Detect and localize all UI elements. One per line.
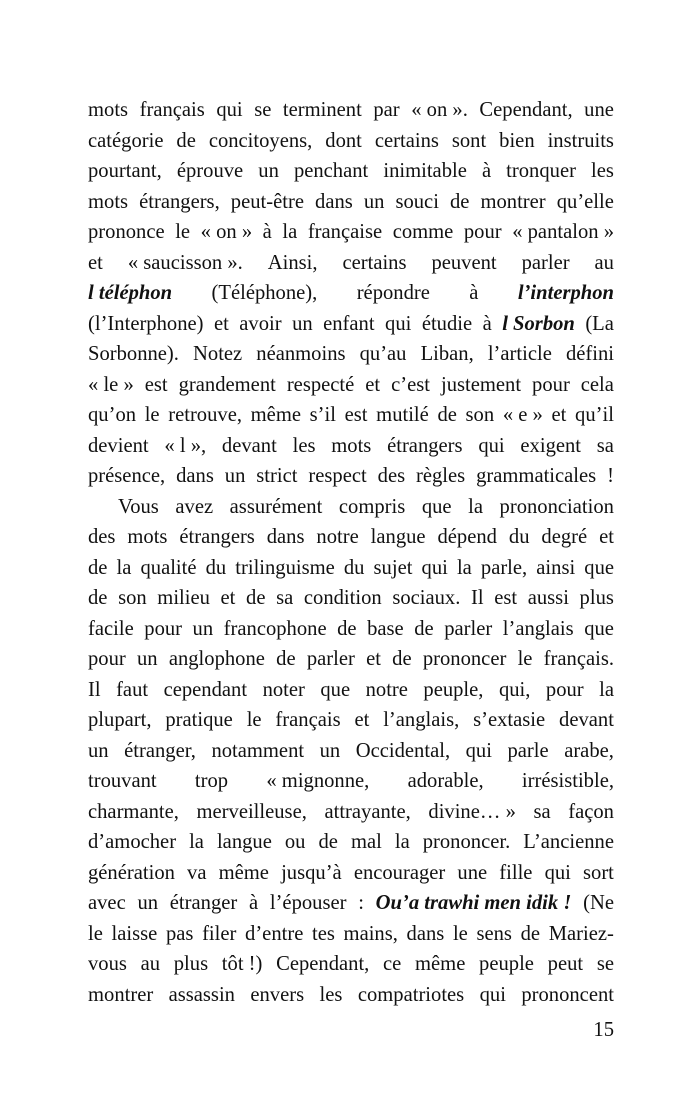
word: parle xyxy=(507,739,549,762)
word: certains xyxy=(374,129,439,152)
word: même xyxy=(218,861,269,884)
word: façon xyxy=(568,800,614,823)
word: Cependant, xyxy=(479,99,573,121)
word: de xyxy=(337,617,357,640)
word: les xyxy=(292,434,316,457)
word: avoir xyxy=(239,312,282,335)
text-line xyxy=(88,644,614,675)
word: envers xyxy=(250,983,305,1006)
text-line xyxy=(88,248,614,279)
word: « mignonne, xyxy=(266,770,370,792)
word: étrangers xyxy=(179,526,255,548)
word: attrayante, xyxy=(324,800,411,823)
text-line xyxy=(88,522,614,553)
word: dont xyxy=(325,129,362,152)
text-line xyxy=(88,95,614,126)
word: ! xyxy=(607,465,614,487)
word: assurément xyxy=(229,495,323,518)
word: Ainsi, xyxy=(267,251,318,274)
word: mains, xyxy=(343,922,398,945)
word: penchant xyxy=(293,160,369,182)
word: bien xyxy=(499,129,535,152)
word: (Téléphone), xyxy=(211,282,318,304)
text-line xyxy=(88,400,614,431)
word: notre xyxy=(365,678,408,701)
word: la xyxy=(456,556,472,579)
word: (Ne xyxy=(583,892,614,914)
word: éprouve xyxy=(176,160,244,182)
word: un xyxy=(319,739,341,762)
word: est xyxy=(344,404,368,426)
word: français. xyxy=(543,648,614,670)
word: d’entre xyxy=(245,922,304,945)
word: « l », xyxy=(164,434,207,457)
word: la xyxy=(599,678,614,701)
word: au xyxy=(140,953,161,975)
word: est xyxy=(144,373,168,396)
word: mutilé xyxy=(376,404,429,426)
word: prononcent xyxy=(521,983,614,1006)
word: dans xyxy=(266,526,305,548)
word: le xyxy=(452,922,468,945)
word: cependant xyxy=(163,678,248,701)
word: parle, xyxy=(480,556,528,579)
text-line xyxy=(88,553,614,584)
word: ou xyxy=(284,831,306,853)
word: grammaticales xyxy=(476,465,597,487)
word: devant xyxy=(559,709,614,731)
word: prononcer. xyxy=(422,831,511,853)
word: étranger, xyxy=(124,739,196,762)
word: au xyxy=(594,251,614,274)
word: condition xyxy=(303,587,382,609)
word: peut xyxy=(547,953,584,975)
word: un xyxy=(292,312,313,335)
word: française xyxy=(307,221,383,243)
text-line xyxy=(88,278,614,309)
word: que xyxy=(320,678,351,701)
word: plus xyxy=(173,953,209,975)
word: règles xyxy=(416,465,466,487)
word: étudie xyxy=(421,312,473,335)
word: se xyxy=(254,99,272,121)
word: prononciation xyxy=(499,495,614,518)
word: de xyxy=(437,404,457,426)
word: s’il xyxy=(309,404,336,426)
word: laisse xyxy=(111,922,158,945)
word: les xyxy=(591,160,614,182)
word: mots xyxy=(127,526,168,548)
word: (La xyxy=(585,312,614,335)
text-line xyxy=(88,370,614,401)
word: trop xyxy=(194,770,229,792)
word: qu’au xyxy=(359,343,407,365)
word: que xyxy=(584,617,614,640)
word: un xyxy=(258,160,279,182)
text-line xyxy=(88,888,614,919)
word: qui xyxy=(465,739,492,762)
word: Vous xyxy=(118,495,159,518)
word: pourtant, xyxy=(88,160,162,182)
word: « on » xyxy=(200,221,253,243)
word: mots xyxy=(331,434,372,457)
word: noter xyxy=(262,678,305,701)
text-line xyxy=(88,126,614,157)
word: un xyxy=(224,465,246,487)
word: avec xyxy=(88,892,126,914)
word: notre xyxy=(316,526,359,548)
word: plus xyxy=(579,587,614,609)
word: merveilleuse, xyxy=(196,800,307,823)
word: Il xyxy=(88,678,101,701)
word: assassin xyxy=(168,983,235,1006)
word: le xyxy=(88,922,103,945)
word: pour xyxy=(545,678,584,701)
word: pas xyxy=(165,922,194,945)
word: l’épouser xyxy=(269,892,347,914)
body-text xyxy=(88,95,614,1010)
word: parler xyxy=(306,648,355,670)
word: peuple, xyxy=(423,678,484,701)
word: son xyxy=(118,587,147,609)
word: à xyxy=(469,282,479,304)
word: : xyxy=(358,892,364,914)
word: strict xyxy=(256,465,298,487)
word: des xyxy=(88,526,116,548)
word: mots xyxy=(88,99,129,121)
word: sont xyxy=(451,129,487,152)
word: prononce xyxy=(88,221,165,243)
word: parler xyxy=(521,251,570,274)
word: un xyxy=(137,892,159,914)
word: cela xyxy=(580,373,614,396)
word: à xyxy=(481,160,492,182)
word: répondre xyxy=(356,282,430,304)
word: un xyxy=(136,648,158,670)
word: facile xyxy=(88,617,134,640)
word: va xyxy=(187,861,207,884)
word: certains xyxy=(342,251,407,274)
text-line xyxy=(88,980,614,1011)
word: des xyxy=(377,465,406,487)
text-line xyxy=(88,797,614,828)
word: tes xyxy=(312,922,335,945)
word: une xyxy=(584,99,614,121)
word: qui xyxy=(421,556,448,579)
word: Notez xyxy=(193,343,243,365)
word: sa xyxy=(276,587,294,609)
text-line xyxy=(88,583,614,614)
word: « saucisson ». xyxy=(127,251,243,274)
word: retrouve, xyxy=(168,404,242,426)
emphasized-word: l Sorbon xyxy=(502,312,575,335)
word: « le » xyxy=(88,373,134,396)
text-line xyxy=(88,187,614,218)
word: filer xyxy=(202,922,237,945)
word: l’anglais xyxy=(502,617,574,640)
word: terminent xyxy=(282,99,362,121)
word: L’ancienne xyxy=(523,831,614,853)
word: francophone xyxy=(223,617,327,640)
word: concitoyens, xyxy=(208,129,313,152)
word: de xyxy=(449,190,470,213)
word: même xyxy=(415,953,466,975)
word: du xyxy=(343,556,365,579)
text-line xyxy=(88,339,614,370)
word: charmante, xyxy=(88,800,179,823)
word: de xyxy=(318,831,338,853)
word: sa xyxy=(596,434,614,457)
text-line xyxy=(88,431,614,462)
text-line xyxy=(88,614,614,645)
word: de xyxy=(392,648,412,670)
word: qui xyxy=(544,861,571,884)
word: défini xyxy=(565,343,614,365)
word: que xyxy=(584,556,614,579)
word: (l’Interphone) xyxy=(88,312,204,335)
word: son xyxy=(465,404,495,426)
text-line xyxy=(88,705,614,736)
word: fille xyxy=(499,861,533,884)
text-line xyxy=(88,461,614,492)
text-line xyxy=(88,858,614,889)
word: mal xyxy=(350,831,382,853)
word: la xyxy=(116,556,132,579)
word: Sorbonne). xyxy=(88,343,179,365)
word: la xyxy=(282,221,298,243)
word: irrésistible, xyxy=(521,770,614,792)
word: dans xyxy=(315,190,353,213)
word: trilinguisme xyxy=(235,556,335,579)
word: étrangers xyxy=(387,434,463,457)
word: et xyxy=(220,587,236,609)
word: Liban, xyxy=(420,343,474,365)
word: inimitable xyxy=(383,160,467,182)
word: c’est xyxy=(391,373,430,396)
word: étrangers, xyxy=(139,190,220,213)
word: dépend xyxy=(437,526,497,548)
word: la xyxy=(468,495,483,518)
word: sort xyxy=(583,861,614,884)
word: que xyxy=(421,495,452,518)
word: ainsi xyxy=(536,556,576,579)
word: pour xyxy=(532,373,570,396)
word: présence, xyxy=(88,465,166,487)
word: divine… » xyxy=(428,800,516,823)
word: plupart, xyxy=(88,709,152,731)
word: la xyxy=(394,831,410,853)
word: enfant xyxy=(323,312,375,335)
word: de xyxy=(520,922,541,945)
word: catégorie xyxy=(88,129,164,152)
word: la xyxy=(189,831,204,853)
word: mots xyxy=(88,190,129,213)
word: base xyxy=(367,617,404,640)
word: montrer xyxy=(88,983,154,1006)
word: qui xyxy=(385,312,412,335)
word: compris xyxy=(338,495,406,518)
word: peuple xyxy=(479,953,534,975)
word: le xyxy=(175,221,191,243)
word: un xyxy=(88,739,109,762)
word: qu’on xyxy=(88,404,137,426)
word: et xyxy=(213,312,229,335)
text-line xyxy=(88,492,614,523)
word: « e » xyxy=(502,404,543,426)
word: de xyxy=(276,648,296,670)
word: sa xyxy=(533,800,551,823)
word: milieu xyxy=(157,587,210,609)
word: aussi xyxy=(527,587,569,609)
word: pour xyxy=(463,221,502,243)
text-line xyxy=(88,827,614,858)
word: respecté xyxy=(286,373,355,396)
word: de xyxy=(88,587,108,609)
word: ce xyxy=(383,953,402,975)
word: et xyxy=(366,648,381,670)
text-line xyxy=(88,736,614,767)
word: comme xyxy=(392,221,454,243)
word: compatriotes xyxy=(357,983,465,1006)
text-line xyxy=(88,309,614,340)
word: jusqu’à xyxy=(281,861,342,884)
word: le xyxy=(246,709,262,731)
word: « on ». xyxy=(411,99,468,121)
word: qu’elle xyxy=(556,190,614,213)
word: les xyxy=(319,983,343,1006)
word: à xyxy=(262,221,272,243)
emphasized-word: l’interphon xyxy=(517,282,614,304)
word: justement xyxy=(440,373,522,396)
word: génération xyxy=(88,861,175,884)
text-line xyxy=(88,949,614,980)
word: d’amocher xyxy=(88,831,177,853)
word: néanmoins xyxy=(256,343,346,365)
text-line xyxy=(88,919,614,950)
word: qui xyxy=(479,983,506,1006)
word: du xyxy=(205,556,227,579)
word: pour xyxy=(144,617,183,640)
text-line xyxy=(88,675,614,706)
word: devient xyxy=(88,434,149,457)
word: un xyxy=(363,190,385,213)
word: s’extasie xyxy=(473,709,546,731)
word: peuvent xyxy=(431,251,497,274)
word: degré xyxy=(541,526,588,548)
word: le xyxy=(144,404,160,426)
word: et xyxy=(599,526,614,548)
word: souci xyxy=(395,190,439,213)
emphasized-word: l téléphon xyxy=(88,282,173,304)
word: pour xyxy=(88,648,126,670)
emphasized-word: Ou’a trawhi men idik ! xyxy=(375,892,572,914)
word: qu’il xyxy=(575,404,614,426)
word: de xyxy=(246,587,266,609)
word: qui xyxy=(216,99,243,121)
word: arabe, xyxy=(564,739,614,762)
word: même xyxy=(250,404,301,426)
word: Cependant, xyxy=(276,953,370,975)
word: exigent xyxy=(520,434,582,457)
word: notamment xyxy=(211,739,305,762)
word: devant xyxy=(221,434,277,457)
word: qui, xyxy=(498,678,531,701)
word: dans xyxy=(176,465,214,487)
word: adorable, xyxy=(407,770,484,792)
word: sujet xyxy=(373,556,413,579)
word: langue xyxy=(216,831,272,853)
word: français xyxy=(139,99,205,121)
word: un xyxy=(192,617,214,640)
word: qualité xyxy=(140,556,197,579)
word: du xyxy=(508,526,530,548)
text-line xyxy=(88,217,614,248)
word: par xyxy=(373,99,400,121)
word: sens xyxy=(476,922,512,945)
word: « pantalon » xyxy=(512,221,614,243)
word: instruits xyxy=(547,129,614,152)
word: le xyxy=(517,648,533,670)
word: grandement xyxy=(178,373,276,396)
word: Occidental, xyxy=(355,739,451,762)
word: respect xyxy=(308,465,367,487)
word: sociaux. xyxy=(392,587,461,609)
word: et xyxy=(354,709,370,731)
word: peut-être xyxy=(230,190,304,213)
word: dans xyxy=(406,922,445,945)
word: Il xyxy=(471,587,484,609)
word: se xyxy=(596,953,614,975)
word: avez xyxy=(175,495,214,518)
word: Mariez- xyxy=(548,922,614,945)
word: l’anglais, xyxy=(383,709,460,731)
word: et xyxy=(88,251,103,274)
word: et xyxy=(551,404,567,426)
word: une xyxy=(457,861,488,884)
text-line xyxy=(88,766,614,797)
word: et xyxy=(365,373,381,396)
word: montrer xyxy=(480,190,546,213)
word: vous xyxy=(88,953,127,975)
word: encourager xyxy=(353,861,446,884)
word: est xyxy=(494,587,518,609)
word: faut xyxy=(116,678,149,701)
word: tôt !) xyxy=(221,953,263,975)
word: à xyxy=(482,312,492,335)
word: l’article xyxy=(487,343,552,365)
page-number: 15 xyxy=(593,1019,614,1041)
word: français xyxy=(275,709,341,731)
word: étranger xyxy=(169,892,238,914)
text-line xyxy=(88,156,614,187)
word: langue xyxy=(370,526,426,548)
word: anglophone xyxy=(168,648,265,670)
word: qui xyxy=(478,434,505,457)
word: trouvant xyxy=(88,770,157,792)
word: parler xyxy=(444,617,493,640)
word: tronquer xyxy=(506,160,576,182)
word: pratique xyxy=(165,709,233,731)
word: de xyxy=(176,129,196,152)
word: prononcer xyxy=(422,648,507,670)
word: de xyxy=(414,617,434,640)
word: de xyxy=(88,556,108,579)
word: à xyxy=(248,892,259,914)
